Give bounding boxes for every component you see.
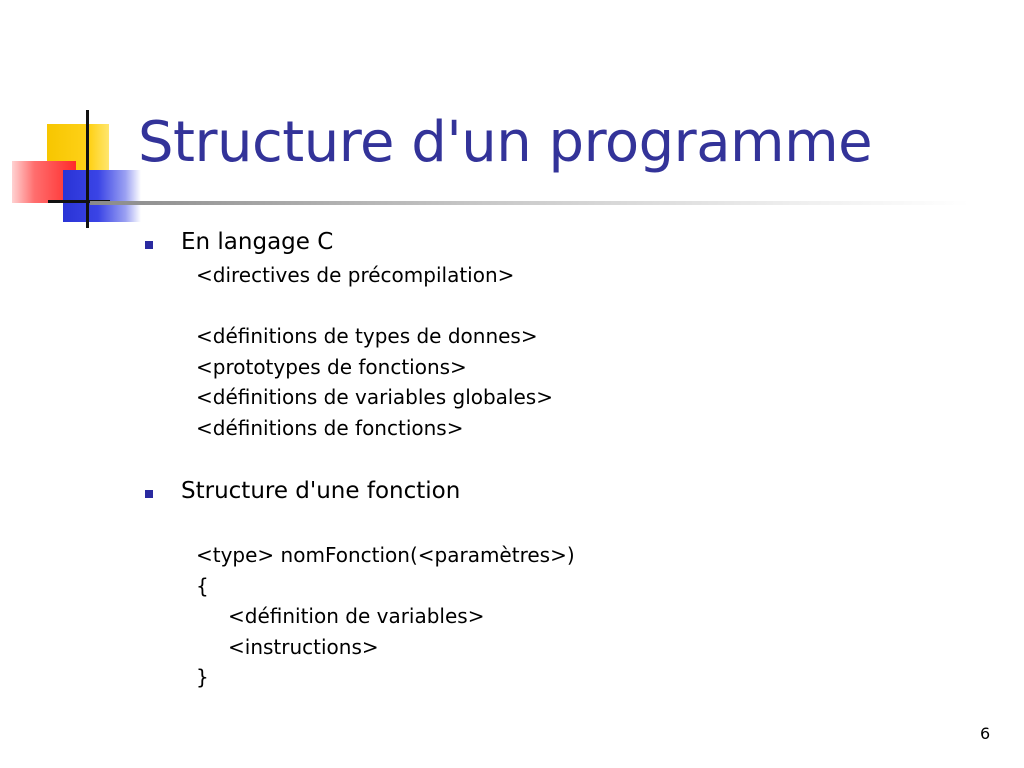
code-line: <prototypes de fonctions> (196, 355, 467, 379)
title-underline (90, 201, 970, 205)
slide-title: Structure d'un programme (138, 110, 873, 175)
bullet-label: En langage C (181, 229, 334, 255)
code-line: <directives de précompilation> (196, 263, 515, 287)
code-line: <définitions de fonctions> (196, 416, 464, 440)
code-line: <définitions de types de donnes> (196, 324, 538, 348)
code-line: <définition de variables> (228, 604, 485, 628)
code-line: <définitions de variables globales> (196, 385, 553, 409)
square-bullet-icon (145, 490, 153, 498)
code-line: } (196, 665, 209, 689)
bullet-label: Structure d'une fonction (181, 478, 461, 504)
code-line: <instructions> (228, 635, 379, 659)
code-line: { (196, 574, 209, 598)
code-line: <type> nomFonction(<paramètres>) (196, 543, 575, 567)
page-number: 6 (980, 724, 991, 743)
logo-vertical-line (86, 110, 89, 228)
square-bullet-icon (145, 241, 153, 249)
logo-blue-square (63, 170, 141, 222)
